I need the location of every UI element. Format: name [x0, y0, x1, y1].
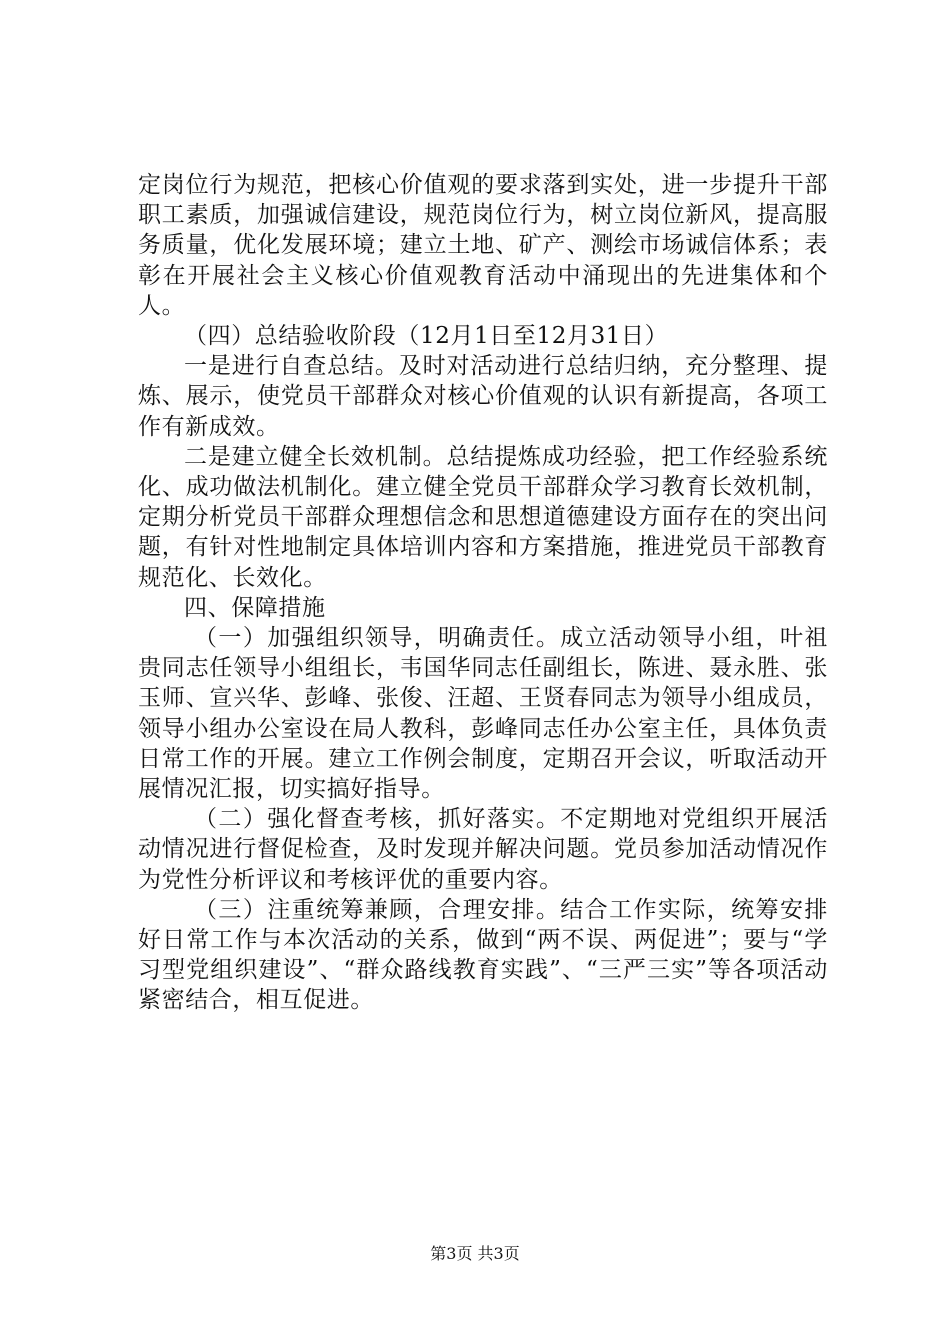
paragraph-organization-leadership: （一）加强组织领导，明确责任。成立活动领导小组，叶祖贵同志任领导小组组长，韦国华同志任副组长，陈进、聂永胜、张玉师、宣兴华、彭峰、张俊、汪超、王贤春同志为领导小组成员，领导小组办公室设在局人教科，彭峰同志任办公室主任，具体负责日常工作的开展。建立工作例会制度，定期召开会议，听取活动开展情况汇报，切实搞好指导。 [138, 625, 828, 803]
document-body [138, 170, 828, 1016]
paragraph-continuation: 定岗位行为规范，把核心价值观的要求落到实处，进一步提升干部职工素质，加强诚信建设，规范岗位行为，树立岗位新风，提高服务质量，优化发展环境；建立土地、矿产、测绘市场诚信体系；表彰在开展社会主义核心价值观教育活动中涌现出的先进集体和个人。 [138, 172, 828, 319]
paragraph-long-term-mechanism: 二是建立健全长效机制。总结提炼成功经验，把工作经验系统化、成功做法机制化。建立健全党员干部群众学习教育长效机制，定期分析党员干部群众理想信念和思想道德建设方面存在的突出问题，有针对性地制定具体培训内容和方案措施，推进党员干部教育规范化、长效化。 [138, 443, 828, 591]
section-heading-safeguards: 四、保障措施 [184, 594, 326, 621]
paragraph-supervision: （二）强化督查考核，抓好落实。不定期地对党组织开展活动情况进行督促检查，及时发现并解决问题。党员参加活动情况作为党性分析评议和考核评优的重要内容。 [138, 806, 828, 893]
page-number-footer: 第3页 共3页 [430, 1244, 520, 1263]
paragraph-coordination: （三）注重统筹兼顾，合理安排。结合工作实际，统筹安排好日常工作与本次活动的关系，做到“两不误、两促进”；要与“学习型党组织建设”、“群众路线教育实践”、“三严三实”等各项活动紧密结合，相互促进。 [138, 896, 828, 1014]
paragraph-self-check: 一是进行自查总结。及时对活动进行总结归纳，充分整理、提炼、展示，使党员干部群众对核心价值观的认识有新提高，各项工作有新成效。 [138, 353, 828, 440]
paragraph-stage-four-heading: （四）总结验收阶段（12月1日至12月31日） [184, 323, 669, 350]
